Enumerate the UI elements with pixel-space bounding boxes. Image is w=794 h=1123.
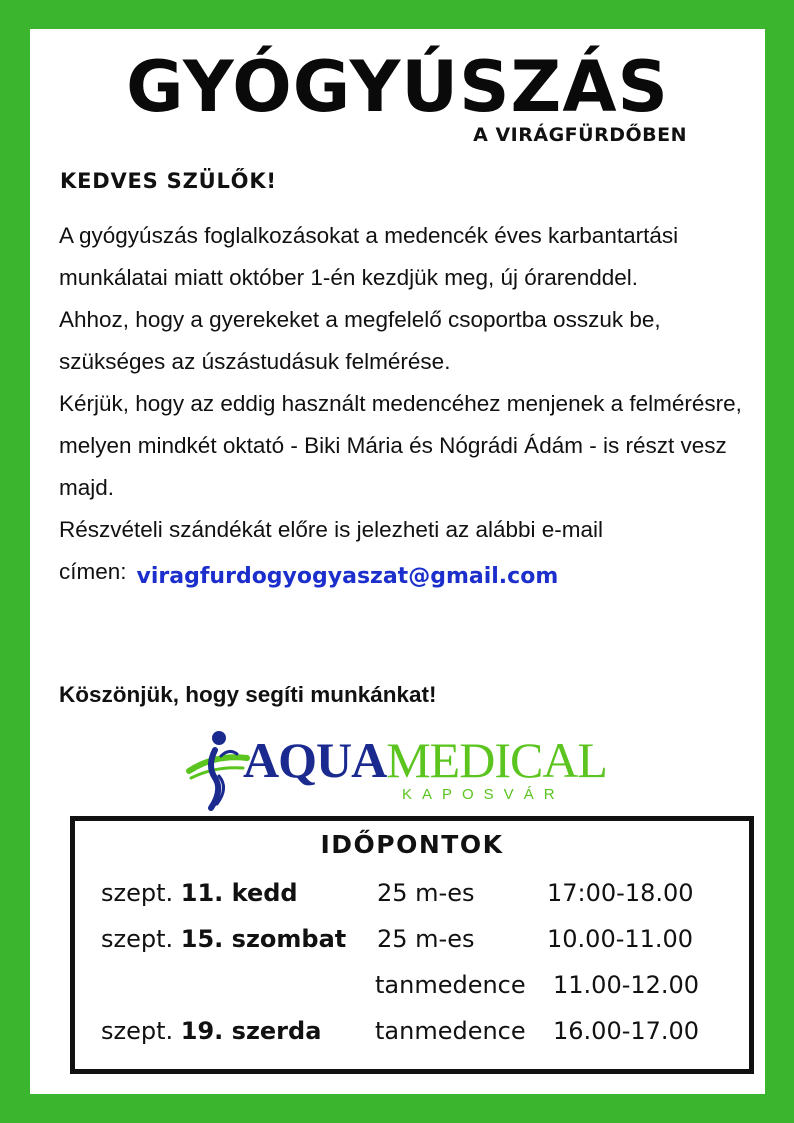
greeting-heading: KEDVES SZÜLŐK!	[60, 169, 277, 193]
schedule-row	[101, 965, 741, 1005]
schedule-date	[101, 873, 298, 913]
schedule-time: 11.00-12.00	[553, 971, 700, 999]
schedule-pool: 25 m-es	[377, 879, 475, 907]
schedule-date	[101, 1011, 321, 1051]
schedule-time: 10.00-11.00	[547, 925, 694, 953]
date-day: 19. szerda	[180, 1017, 322, 1045]
schedule-box	[70, 816, 754, 1074]
aquamedical-logo	[185, 726, 607, 812]
schedule-row	[101, 873, 741, 913]
paragraph-assessment: Ahhoz, hogy a gyerekeket a megfelelő csoportba osszuk be, szükséges az úszástudásuk felmérése.	[59, 307, 661, 374]
date-day: 11. kedd	[180, 879, 298, 907]
page-subtitle: A VIRÁGFÜRDŐBEN	[473, 124, 687, 146]
schedule-pool: tanmedence	[375, 971, 526, 999]
date-prefix: szept.	[101, 925, 174, 953]
logo-word-aqua: AQUA	[243, 732, 387, 788]
date-prefix: szept.	[101, 1017, 174, 1045]
schedule-row	[101, 1011, 741, 1051]
schedule-time: 17:00-18.00	[547, 879, 694, 907]
logo-word-medical: MEDICAL	[386, 732, 607, 788]
paragraph-schedule-change: A gyógyúszás foglalkozásokat a medencék éves karbantartási munkálatai miatt október 1-én kezdjük meg, új órarenddel.	[59, 223, 679, 290]
logo-city: KAPOSVÁR	[402, 786, 565, 803]
schedule-title: IDŐPONTOK	[320, 830, 504, 859]
logo-wordmark	[243, 732, 607, 788]
schedule-pool: tanmedence	[375, 1017, 526, 1045]
page-title: GYÓGYÚSZÁS	[126, 46, 669, 128]
date-prefix: szept.	[101, 879, 174, 907]
schedule-time: 16.00-17.00	[553, 1017, 700, 1045]
flyer-page	[30, 29, 765, 1094]
date-day: 15. szombat	[180, 925, 347, 953]
thanks-text: Köszönjük, hogy segíti munkánkat!	[59, 682, 437, 707]
paragraph-instructors: Kérjük, hogy az eddig használt medencéhez menjenek a felmérésre, melyen mindkét oktató - Biki Mária és Nógrádi Ádám - is részt vesz majd.	[59, 391, 742, 500]
contact-text: Részvételi szándékát előre is jelezheti az alábbi e-mail címen:	[59, 517, 604, 584]
message-body	[59, 215, 749, 594]
email-link[interactable]: viragfurdogyogyaszat@gmail.com	[136, 564, 559, 589]
paragraph-contact	[59, 509, 749, 594]
schedule-pool: 25 m-es	[377, 925, 475, 953]
schedule-row	[101, 919, 741, 959]
schedule-date	[101, 919, 346, 959]
